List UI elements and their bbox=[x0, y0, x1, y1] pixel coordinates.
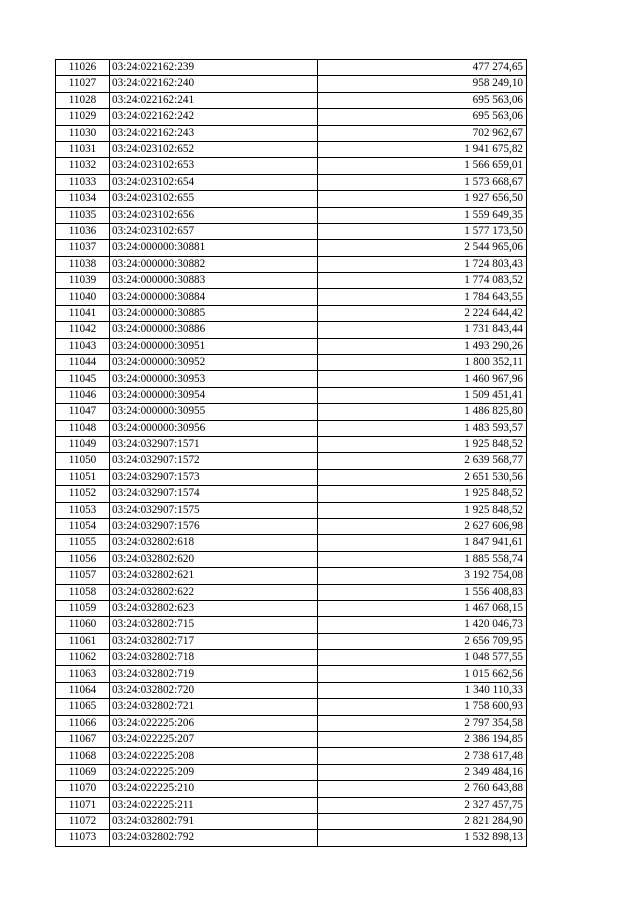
row-number-cell: 11051 bbox=[56, 469, 110, 485]
cadastral-number-cell: 03:24:022225:211 bbox=[110, 797, 318, 813]
table-row bbox=[56, 141, 527, 157]
value-cell: 1 048 577,55 bbox=[318, 650, 527, 666]
table-row bbox=[56, 666, 527, 682]
table-row bbox=[56, 535, 527, 551]
value-cell: 702 962,67 bbox=[318, 125, 527, 141]
value-cell: 1 577 173,50 bbox=[318, 223, 527, 239]
cadastral-number-cell: 03:24:022162:239 bbox=[110, 60, 318, 76]
value-cell: 1 509 451,41 bbox=[318, 387, 527, 403]
value-cell: 1 731 843,44 bbox=[318, 322, 527, 338]
row-number-cell: 11054 bbox=[56, 518, 110, 534]
cadastral-number-cell: 03:24:023102:657 bbox=[110, 223, 318, 239]
table-row bbox=[56, 551, 527, 567]
cadastral-number-cell: 03:24:022225:209 bbox=[110, 764, 318, 780]
table-row bbox=[56, 109, 527, 125]
table-row bbox=[56, 436, 527, 452]
cadastral-number-cell: 03:24:032907:1574 bbox=[110, 486, 318, 502]
cadastral-number-cell: 03:24:032802:618 bbox=[110, 535, 318, 551]
cadastral-number-cell: 03:24:022225:206 bbox=[110, 715, 318, 731]
cadastral-number-cell: 03:24:000000:30954 bbox=[110, 387, 318, 403]
table-row bbox=[56, 404, 527, 420]
value-cell: 1 532 898,13 bbox=[318, 830, 527, 846]
cadastral-number-cell: 03:24:032802:718 bbox=[110, 650, 318, 666]
row-number-cell: 11044 bbox=[56, 355, 110, 371]
value-cell: 477 274,65 bbox=[318, 60, 527, 76]
cadastral-number-cell: 03:24:032802:620 bbox=[110, 551, 318, 567]
table-row bbox=[56, 584, 527, 600]
table-row bbox=[56, 699, 527, 715]
cadastral-number-cell: 03:24:000000:30952 bbox=[110, 355, 318, 371]
cadastral-number-cell: 03:24:032802:622 bbox=[110, 584, 318, 600]
cadastral-number-cell: 03:24:032907:1576 bbox=[110, 518, 318, 534]
row-number-cell: 11049 bbox=[56, 436, 110, 452]
cadastral-number-cell: 03:24:000000:30951 bbox=[110, 338, 318, 354]
value-cell: 1 724 803,43 bbox=[318, 256, 527, 272]
cadastral-number-cell: 03:24:022162:241 bbox=[110, 92, 318, 108]
value-cell: 1 925 848,52 bbox=[318, 486, 527, 502]
row-number-cell: 11031 bbox=[56, 141, 110, 157]
row-number-cell: 11061 bbox=[56, 633, 110, 649]
value-cell: 1 784 643,55 bbox=[318, 289, 527, 305]
row-number-cell: 11045 bbox=[56, 371, 110, 387]
table-row bbox=[56, 568, 527, 584]
table-row bbox=[56, 240, 527, 256]
cadastral-number-cell: 03:24:000000:30883 bbox=[110, 273, 318, 289]
row-number-cell: 11027 bbox=[56, 76, 110, 92]
value-cell: 2 386 194,85 bbox=[318, 732, 527, 748]
row-number-cell: 11068 bbox=[56, 748, 110, 764]
table-row bbox=[56, 502, 527, 518]
value-cell: 1 556 408,83 bbox=[318, 584, 527, 600]
row-number-cell: 11066 bbox=[56, 715, 110, 731]
cadastral-number-cell: 03:24:023102:655 bbox=[110, 191, 318, 207]
value-cell: 2 627 606,98 bbox=[318, 518, 527, 534]
row-number-cell: 11029 bbox=[56, 109, 110, 125]
cadastral-number-cell: 03:24:032907:1575 bbox=[110, 502, 318, 518]
cadastral-number-cell: 03:24:032802:720 bbox=[110, 682, 318, 698]
cadastral-number-cell: 03:24:032802:791 bbox=[110, 813, 318, 829]
cadastral-number-cell: 03:24:032802:721 bbox=[110, 699, 318, 715]
row-number-cell: 11052 bbox=[56, 486, 110, 502]
table-row bbox=[56, 830, 527, 846]
row-number-cell: 11048 bbox=[56, 420, 110, 436]
table-row bbox=[56, 715, 527, 731]
row-number-cell: 11062 bbox=[56, 650, 110, 666]
value-cell: 1 847 941,61 bbox=[318, 535, 527, 551]
row-number-cell: 11057 bbox=[56, 568, 110, 584]
cadastral-number-cell: 03:24:032802:792 bbox=[110, 830, 318, 846]
row-number-cell: 11064 bbox=[56, 682, 110, 698]
row-number-cell: 11047 bbox=[56, 404, 110, 420]
table-row bbox=[56, 764, 527, 780]
value-cell: 3 192 754,08 bbox=[318, 568, 527, 584]
value-cell: 1 927 656,50 bbox=[318, 191, 527, 207]
table-row bbox=[56, 305, 527, 321]
value-cell: 1 925 848,52 bbox=[318, 502, 527, 518]
value-cell: 2 656 709,95 bbox=[318, 633, 527, 649]
value-cell: 1 559 649,35 bbox=[318, 207, 527, 223]
value-cell: 2 821 284,90 bbox=[318, 813, 527, 829]
value-cell: 2 651 530,56 bbox=[318, 469, 527, 485]
table-row bbox=[56, 60, 527, 76]
value-cell: 695 563,06 bbox=[318, 109, 527, 125]
row-number-cell: 11067 bbox=[56, 732, 110, 748]
value-cell: 1 015 662,56 bbox=[318, 666, 527, 682]
row-number-cell: 11073 bbox=[56, 830, 110, 846]
table-row bbox=[56, 371, 527, 387]
table-row bbox=[56, 256, 527, 272]
table-row bbox=[56, 355, 527, 371]
cadastral-value-table bbox=[55, 59, 527, 847]
row-number-cell: 11063 bbox=[56, 666, 110, 682]
row-number-cell: 11043 bbox=[56, 338, 110, 354]
value-cell: 1 885 558,74 bbox=[318, 551, 527, 567]
value-cell: 1 758 600,93 bbox=[318, 699, 527, 715]
table-row bbox=[56, 191, 527, 207]
table-row bbox=[56, 322, 527, 338]
table-row bbox=[56, 338, 527, 354]
value-cell: 1 566 659,01 bbox=[318, 158, 527, 174]
cadastral-number-cell: 03:24:023102:654 bbox=[110, 174, 318, 190]
value-cell: 1 467 068,15 bbox=[318, 600, 527, 616]
value-cell: 1 800 352,11 bbox=[318, 355, 527, 371]
row-number-cell: 11058 bbox=[56, 584, 110, 600]
row-number-cell: 11065 bbox=[56, 699, 110, 715]
table-row bbox=[56, 125, 527, 141]
value-cell: 2 349 484,16 bbox=[318, 764, 527, 780]
cadastral-number-cell: 03:24:023102:652 bbox=[110, 141, 318, 157]
value-cell: 2 544 965,06 bbox=[318, 240, 527, 256]
value-cell: 1 941 675,82 bbox=[318, 141, 527, 157]
cadastral-number-cell: 03:24:000000:30955 bbox=[110, 404, 318, 420]
cadastral-number-cell: 03:24:032802:719 bbox=[110, 666, 318, 682]
row-number-cell: 11071 bbox=[56, 797, 110, 813]
cadastral-number-cell: 03:24:000000:30886 bbox=[110, 322, 318, 338]
cadastral-number-cell: 03:24:022162:242 bbox=[110, 109, 318, 125]
row-number-cell: 11040 bbox=[56, 289, 110, 305]
table-row bbox=[56, 223, 527, 239]
value-cell: 695 563,06 bbox=[318, 92, 527, 108]
value-cell: 1 573 668,67 bbox=[318, 174, 527, 190]
table-row bbox=[56, 158, 527, 174]
value-cell: 1 774 083,52 bbox=[318, 273, 527, 289]
row-number-cell: 11034 bbox=[56, 191, 110, 207]
cadastral-number-cell: 03:24:032907:1571 bbox=[110, 436, 318, 452]
value-cell: 1 420 046,73 bbox=[318, 617, 527, 633]
row-number-cell: 11056 bbox=[56, 551, 110, 567]
cadastral-number-cell: 03:24:000000:30884 bbox=[110, 289, 318, 305]
table-row bbox=[56, 420, 527, 436]
cadastral-number-cell: 03:24:032907:1573 bbox=[110, 469, 318, 485]
table-row bbox=[56, 748, 527, 764]
cadastral-number-cell: 03:24:022162:240 bbox=[110, 76, 318, 92]
row-number-cell: 11033 bbox=[56, 174, 110, 190]
cadastral-number-cell: 03:24:022162:243 bbox=[110, 125, 318, 141]
table-row bbox=[56, 486, 527, 502]
table-row bbox=[56, 650, 527, 666]
cadastral-number-cell: 03:24:032907:1572 bbox=[110, 453, 318, 469]
table-row bbox=[56, 518, 527, 534]
value-cell: 2 639 568,77 bbox=[318, 453, 527, 469]
value-cell: 1 493 290,26 bbox=[318, 338, 527, 354]
cadastral-number-cell: 03:24:000000:30885 bbox=[110, 305, 318, 321]
table-row bbox=[56, 781, 527, 797]
cadastral-number-cell: 03:24:000000:30956 bbox=[110, 420, 318, 436]
value-cell: 2 738 617,48 bbox=[318, 748, 527, 764]
row-number-cell: 11042 bbox=[56, 322, 110, 338]
row-number-cell: 11028 bbox=[56, 92, 110, 108]
cadastral-number-cell: 03:24:022225:210 bbox=[110, 781, 318, 797]
row-number-cell: 11038 bbox=[56, 256, 110, 272]
value-cell: 1 460 967,96 bbox=[318, 371, 527, 387]
table-row bbox=[56, 633, 527, 649]
table-row bbox=[56, 453, 527, 469]
table-row bbox=[56, 92, 527, 108]
row-number-cell: 11072 bbox=[56, 813, 110, 829]
value-cell: 1 340 110,33 bbox=[318, 682, 527, 698]
value-cell: 1 486 825,80 bbox=[318, 404, 527, 420]
value-cell: 2 797 354,58 bbox=[318, 715, 527, 731]
row-number-cell: 11036 bbox=[56, 223, 110, 239]
row-number-cell: 11032 bbox=[56, 158, 110, 174]
row-number-cell: 11053 bbox=[56, 502, 110, 518]
cadastral-number-cell: 03:24:000000:30881 bbox=[110, 240, 318, 256]
cadastral-number-cell: 03:24:032802:623 bbox=[110, 600, 318, 616]
row-number-cell: 11055 bbox=[56, 535, 110, 551]
table-row bbox=[56, 617, 527, 633]
cadastral-number-cell: 03:24:032802:621 bbox=[110, 568, 318, 584]
table-row bbox=[56, 273, 527, 289]
table-row bbox=[56, 76, 527, 92]
table-row bbox=[56, 289, 527, 305]
table-row bbox=[56, 207, 527, 223]
row-number-cell: 11069 bbox=[56, 764, 110, 780]
cadastral-number-cell: 03:24:023102:653 bbox=[110, 158, 318, 174]
row-number-cell: 11041 bbox=[56, 305, 110, 321]
table-row bbox=[56, 813, 527, 829]
row-number-cell: 11037 bbox=[56, 240, 110, 256]
table-row bbox=[56, 797, 527, 813]
table-row bbox=[56, 732, 527, 748]
value-cell: 2 224 644,42 bbox=[318, 305, 527, 321]
table-body bbox=[56, 60, 527, 847]
value-cell: 1 483 593,57 bbox=[318, 420, 527, 436]
cadastral-number-cell: 03:24:032802:715 bbox=[110, 617, 318, 633]
row-number-cell: 11039 bbox=[56, 273, 110, 289]
cadastral-number-cell: 03:24:022225:208 bbox=[110, 748, 318, 764]
cadastral-number-cell: 03:24:000000:30882 bbox=[110, 256, 318, 272]
row-number-cell: 11070 bbox=[56, 781, 110, 797]
row-number-cell: 11030 bbox=[56, 125, 110, 141]
cadastral-number-cell: 03:24:023102:656 bbox=[110, 207, 318, 223]
table-row bbox=[56, 387, 527, 403]
cadastral-number-cell: 03:24:032802:717 bbox=[110, 633, 318, 649]
row-number-cell: 11026 bbox=[56, 60, 110, 76]
row-number-cell: 11035 bbox=[56, 207, 110, 223]
row-number-cell: 11050 bbox=[56, 453, 110, 469]
table-row bbox=[56, 174, 527, 190]
row-number-cell: 11046 bbox=[56, 387, 110, 403]
row-number-cell: 11059 bbox=[56, 600, 110, 616]
row-number-cell: 11060 bbox=[56, 617, 110, 633]
table-row bbox=[56, 682, 527, 698]
value-cell: 958 249,10 bbox=[318, 76, 527, 92]
table-row bbox=[56, 469, 527, 485]
table-row bbox=[56, 600, 527, 616]
cadastral-number-cell: 03:24:000000:30953 bbox=[110, 371, 318, 387]
value-cell: 1 925 848,52 bbox=[318, 436, 527, 452]
cadastral-number-cell: 03:24:022225:207 bbox=[110, 732, 318, 748]
value-cell: 2 327 457,75 bbox=[318, 797, 527, 813]
value-cell: 2 760 643,88 bbox=[318, 781, 527, 797]
